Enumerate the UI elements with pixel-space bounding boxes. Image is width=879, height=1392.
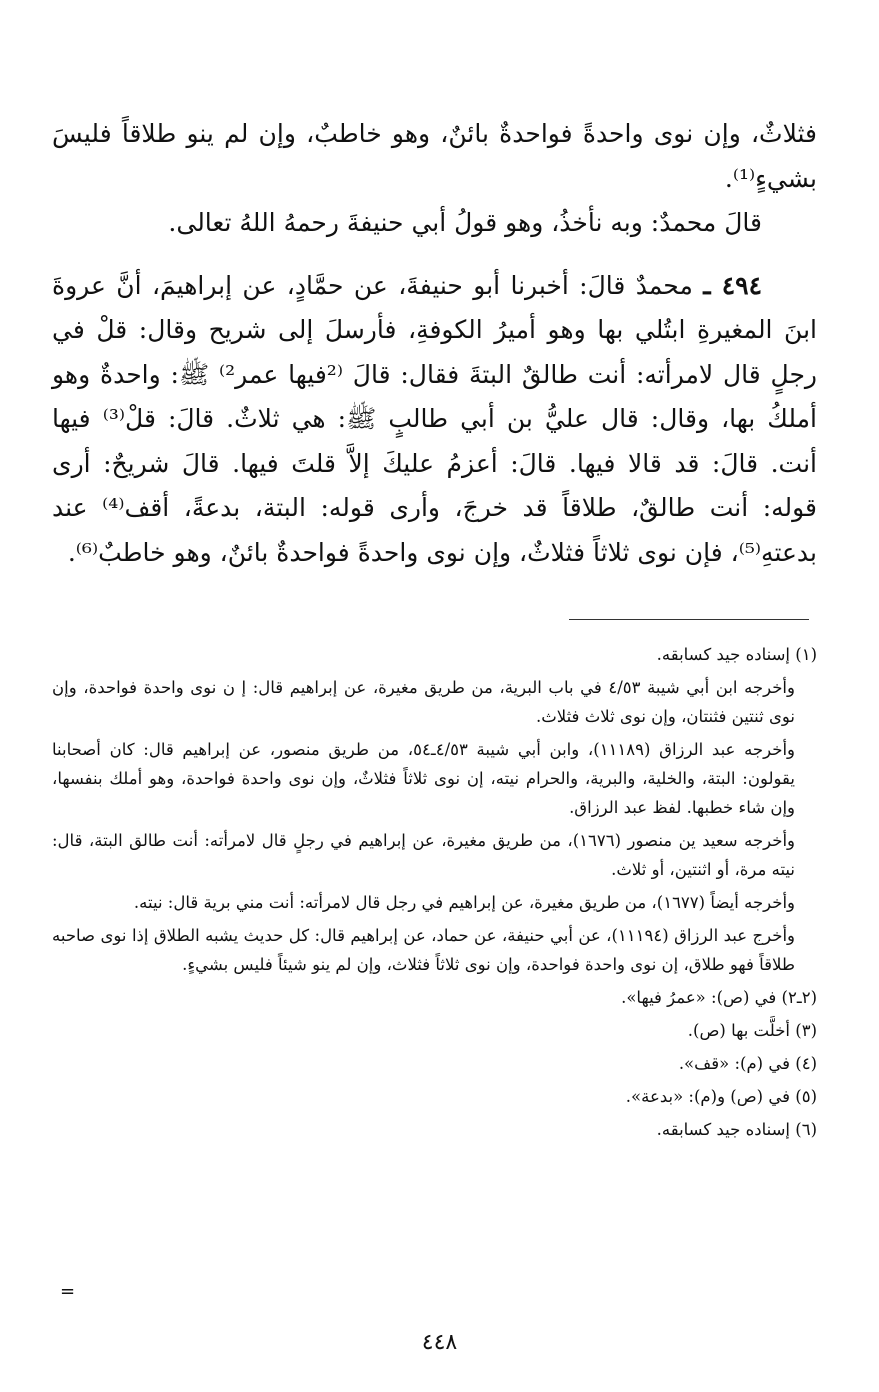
main-text-block bbox=[52, 112, 817, 575]
footnotes-block bbox=[52, 640, 817, 1148]
footnote-2: (٢ـ٢) في (ص): «عمرُ فيها». bbox=[621, 988, 817, 1007]
main-paragraph-2: قالَ محمدٌ: وبه نأخذُ، وهو قولُ أبي حنيفةَ رحمهُ اللهُ تعالى. bbox=[168, 208, 762, 237]
page-number: ٤٤٨ bbox=[421, 1330, 458, 1355]
footnote-6: (٦) إسناده جيد كسابقه. bbox=[656, 1120, 817, 1139]
footnote-1-source-e: وأخرج عبد الرزاق (١١١٩٤)، عن أبي حنيفة، عن حماد، عن إبراهيم قال: كل حديث يشبه الطلاق إذا نوى صاحبه طلاقاً فهو طلاق، إن نوى واحدة فواحدة، وإن نوى ثلاثاً فثلاث، وإن لم ينو شيئاً فليس بشيءٍ. bbox=[52, 926, 796, 974]
footnote-5: (٥) في (ص) و(م): «بدعة». bbox=[625, 1087, 817, 1106]
footnote-1-source-a: وأخرجه ابن أبي شيبة ٤/٥٣ في باب البرية، من طريق مغيرة، عن إبراهيم قال: إ ن نوى واحدة فواحدة، وإن نوى ثنتين فثنتان، وإن نوى ثلاث فثلاث. bbox=[52, 678, 795, 726]
main-paragraph-1: فثلاثٌ، وإن نوى واحدةً فواحدةٌ بائنٌ، وهو خاطبٌ، وإن لم ينو طلاقاً فليسَ بشيءٍ⁽¹⁾. bbox=[52, 119, 817, 193]
footnote-1: (١) إسناده جيد كسابقه. bbox=[656, 645, 817, 664]
continuation-mark: = bbox=[60, 1281, 76, 1302]
footnote-1-source-d: وأخرجه أيضاً (١٦٧٧)، من طريق مغيرة، عن إبراهيم في رجل قال لامرأته: أنت مني برية قال: نيته. bbox=[133, 893, 795, 912]
footnote-1-source-b: وأخرجه عبد الرزاق (١١١٨٩)، وابن أبي شيبة ٤/٥٣ـ٥٤، من طريق منصور، عن إبراهيم قال: كان أصحابنا يقولون: البتة، والخلية، والبرية، والحرام نيته، إن نوى ثلاثاً فثلاثٌ، وإن نوى واحدة فواحدة، وهو أملك بنفسها، وإن شاء خطبها. لفظ عبد الرزاق. bbox=[52, 740, 795, 817]
footnote-divider bbox=[569, 619, 809, 620]
footnote-3: (٣) أخلَّت بها (ص). bbox=[687, 1021, 817, 1040]
footnote-1-source-c: وأخرجه سعيد ين منصور (١٦٧٦)، من طريق مغيرة، عن إبراهيم في رجلٍ قال لامرأته: أنت طالق البتة، قال: نيته مرة، أو اثنتين، أو ثلاث. bbox=[52, 831, 795, 879]
footnote-4: (٤) في (م): «قف». bbox=[678, 1054, 817, 1073]
main-paragraph-3 bbox=[52, 264, 817, 576]
hadith-text: محمدٌ قالَ: أخبرنا أبو حنيفةَ، عن حمَّادٍ، عن إبراهيمَ، أنَّ عروةَ ابنَ المغيرةِ ابتُلي بها وهو أميرُ الكوفةِ، فأرسلَ إلى شريح وقال: قلْ في رجلٍ قال لامرأته: أنت طالقٌ البتةَ فقال: قالَ ⁽²فيها عمر²⁾ ﷺ: واحدةٌ وهو أملكُ بها، وقال: قال عليُّ بن أبي طالبٍ ﷺ: هي ثلاثٌ. قالَ: قلْ⁽³⁾ فيها أنت. قالَ: قد قالا فيها. قالَ: أعزمُ عليكَ إلاَّ قلتَ فيها. قالَ شريحٌ: أرى قوله: أنت طالقٌ، طلاقاً قد خرجَ، وأرى قوله: البتة، بدعةً، أقف⁽⁴⁾ عند بدعتهِ⁽⁵⁾، فإن نوى ثلاثاً فثلاثٌ، وإن نوى واحدةً فواحدةٌ بائنٌ، وهو خاطبٌ⁽⁶⁾. bbox=[52, 270, 818, 567]
hadith-number: ٤٩٤ ـ bbox=[703, 270, 763, 300]
